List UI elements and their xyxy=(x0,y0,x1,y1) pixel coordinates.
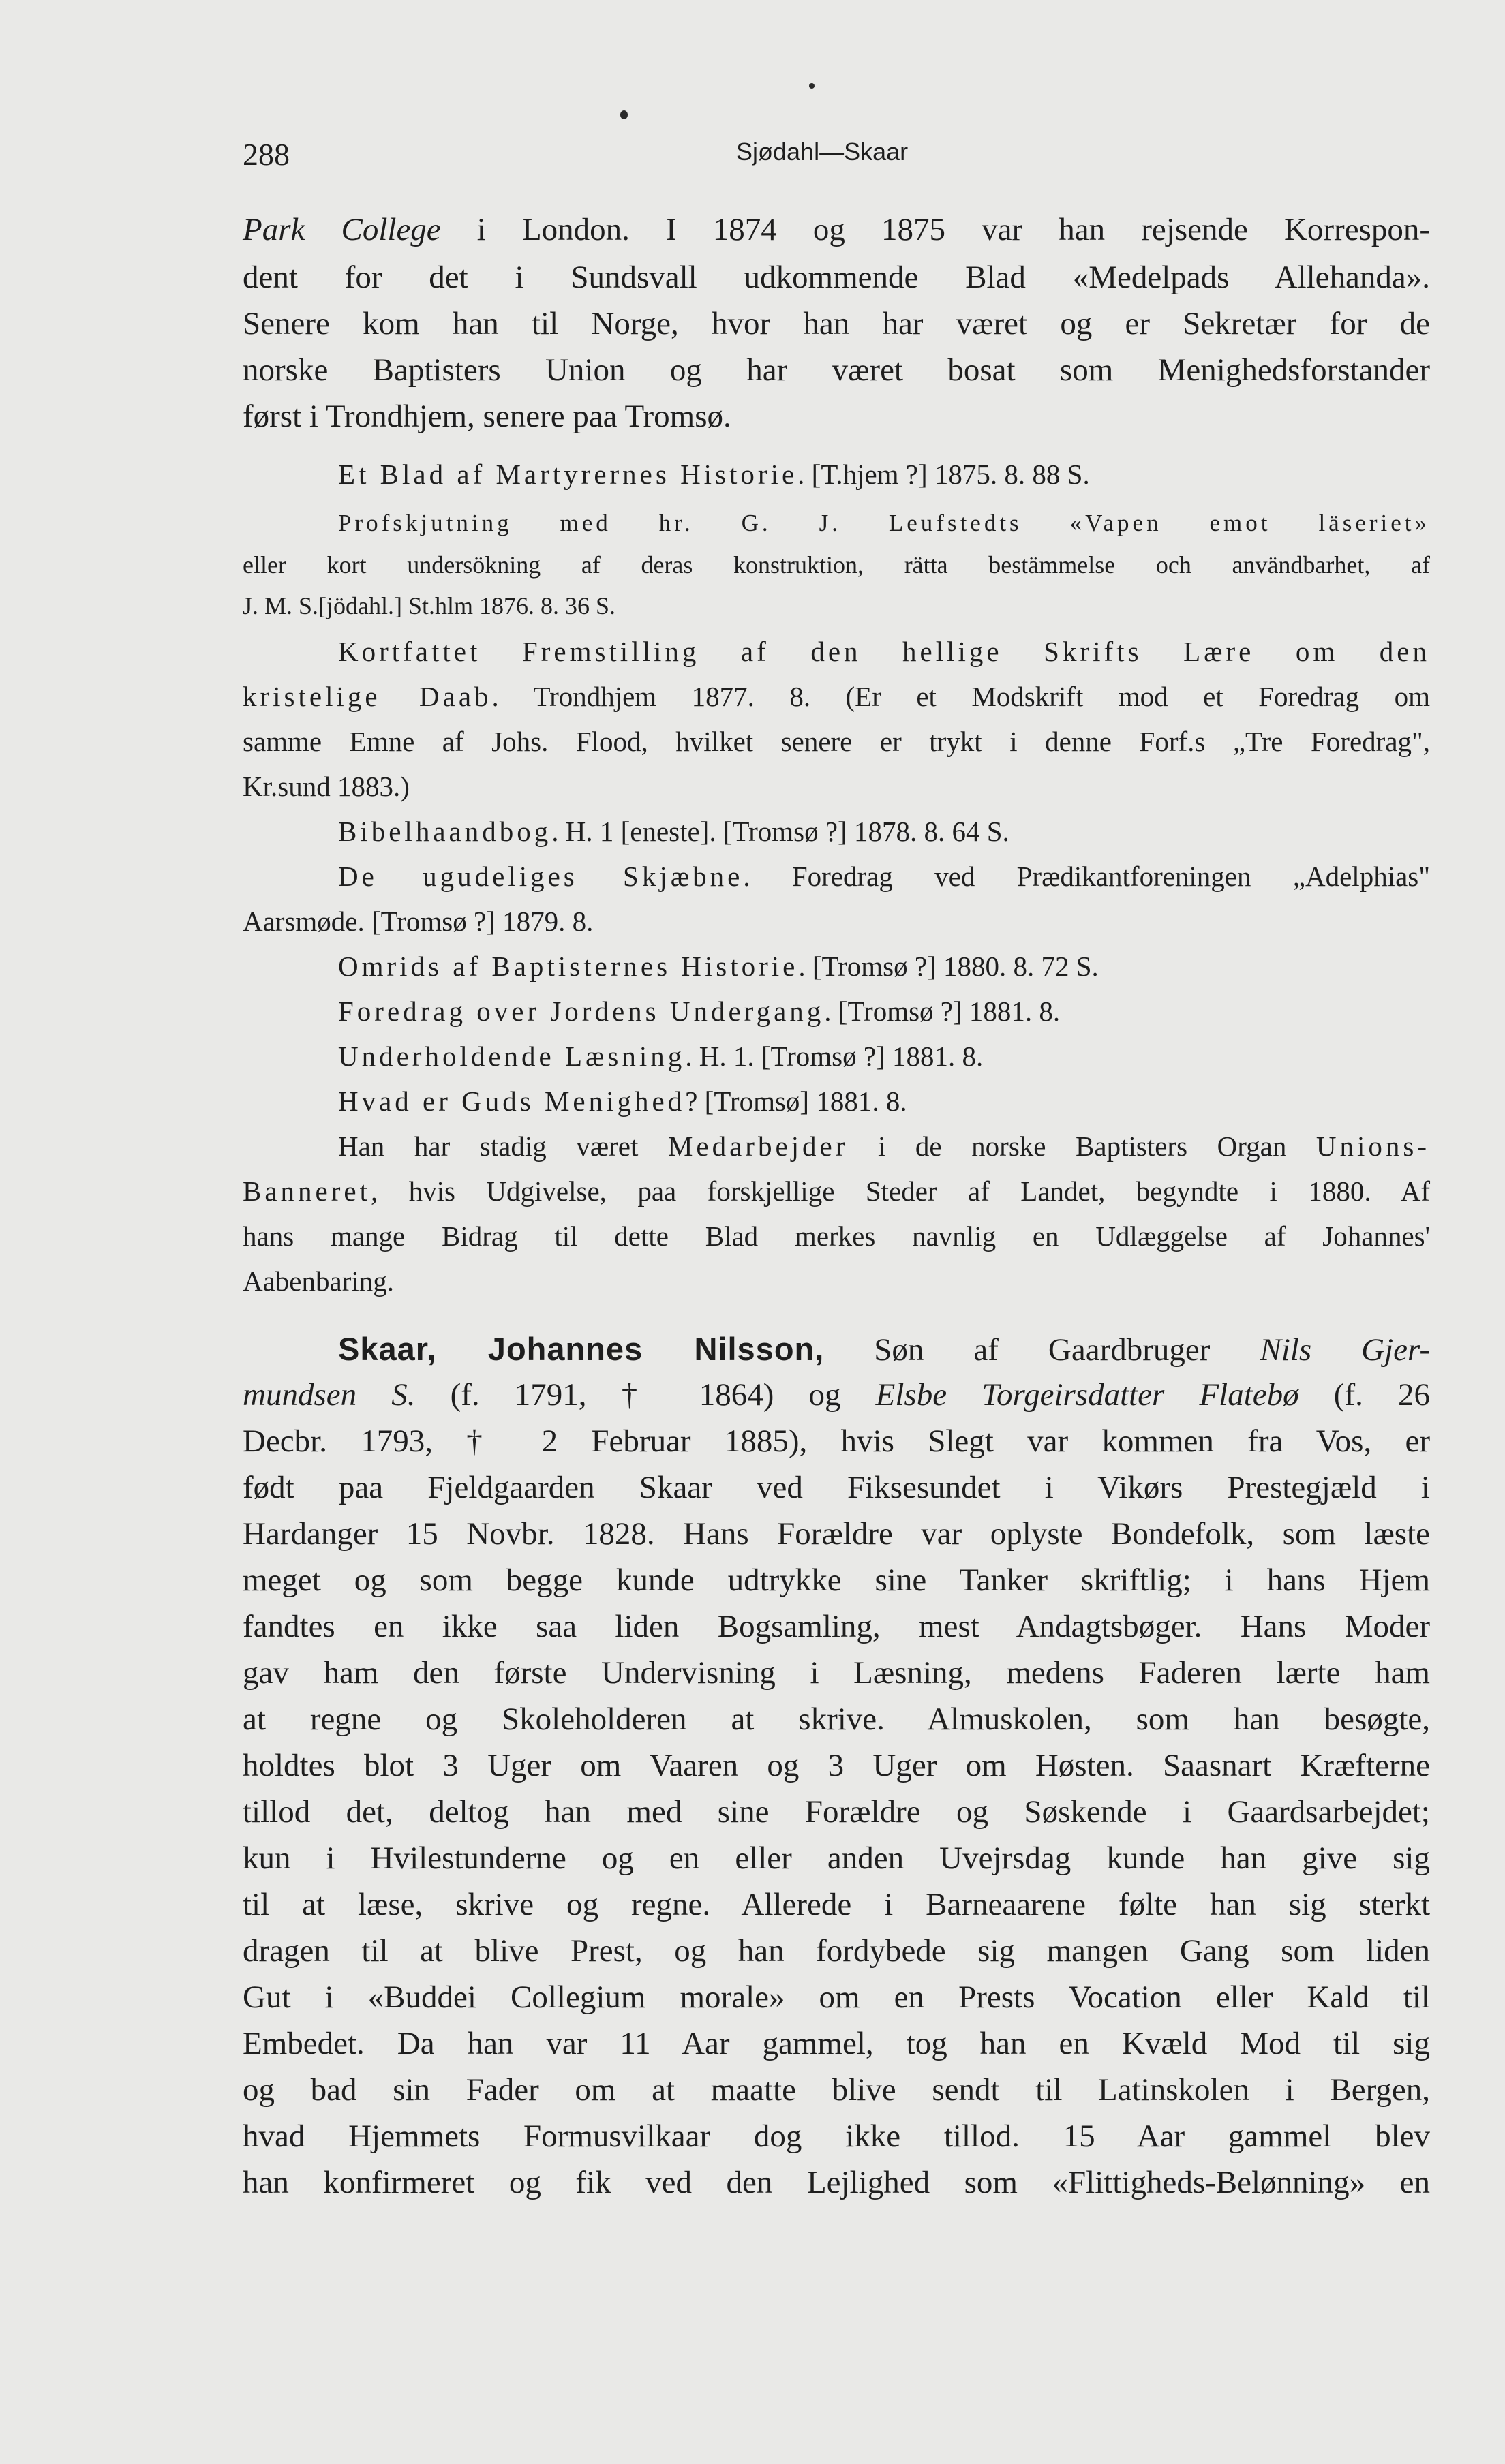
text-line xyxy=(243,1701,1430,1738)
ink-speck xyxy=(620,110,628,119)
text-run: . [T.hjem ?] 1875. 8. 88 S. xyxy=(797,459,1090,490)
text-spaced: Foredrag over Jordens Undergang xyxy=(338,996,825,1027)
text-run: dent for det i Sundsvall udkommende Blad «Medelpads Allehanda». xyxy=(243,260,1430,295)
text-spaced: Hvad er Guds Menighed xyxy=(338,1085,686,1117)
text-run: . [Tromsø ?] 1881. 8. xyxy=(824,996,1061,1027)
text-line xyxy=(243,1220,1430,1252)
text-line xyxy=(338,860,1430,893)
text-line xyxy=(243,551,1430,579)
text-run: Embedet. Da han var 11 Aar gammel, tog han en Kvæld Mod til sig xyxy=(243,2026,1430,2061)
text-run: samme Emne af Johs. Flood, hvilket senere er trykt i denne Forf.s „Tre Foredrag", xyxy=(243,726,1430,757)
text-run: Aarsmøde. [Tromsø ?] 1879. 8. xyxy=(243,906,594,937)
text-line xyxy=(243,1562,1430,1599)
text-spaced: Underholdende Læsning xyxy=(338,1041,686,1072)
text-line xyxy=(243,1469,1430,1506)
text-line xyxy=(243,1886,1430,1923)
text-em: mundsen S. xyxy=(243,1377,416,1413)
text-line xyxy=(243,1423,1430,1460)
text-line xyxy=(243,1840,1430,1877)
text-run: i de norske Baptisters Organ xyxy=(848,1130,1316,1162)
text-line xyxy=(338,1040,1430,1073)
text-line xyxy=(243,211,1430,248)
text-run: han konfirmeret og fik ved den Lejlighed som «Flittigheds-Belønning» en xyxy=(243,2165,1430,2200)
text-line xyxy=(338,510,1430,537)
text-line xyxy=(243,259,1430,296)
text-line xyxy=(243,1979,1430,2016)
text-run: at regne og Skoleholderen at skrive. Almuskolen, som han besøgte, xyxy=(243,1701,1430,1737)
text-run: . H. 1. [Tromsø ?] 1881. 8. xyxy=(685,1041,984,1072)
text-em: Nils Gjer- xyxy=(1260,1332,1430,1368)
text-spaced: Bibelhaandbog xyxy=(338,816,552,847)
text-run: til at læse, skrive og regne. Allerede i Barneaarene følte han sig sterkt xyxy=(243,1887,1430,1922)
text-line xyxy=(338,1130,1430,1162)
text-line xyxy=(243,1515,1430,1552)
text-name: Skaar, Johannes Nilsson, xyxy=(338,1331,825,1367)
text-run: Senere kom han til Norge, hvor han har været og er Sekretær for de xyxy=(243,306,1430,341)
text-line xyxy=(243,1376,1430,1413)
text-run: . Foredrag ved Prædikantforeningen „Adelphias" xyxy=(743,861,1430,892)
text-run: . H. 1 [eneste]. [Tromsø ?] 1878. 8. 64 S. xyxy=(551,816,1009,847)
text-run: (f. 26 xyxy=(1298,1377,1430,1413)
text-line xyxy=(338,635,1430,668)
running-title: Sjødahl—Skaar xyxy=(736,138,909,166)
text-spaced: Banneret xyxy=(243,1175,371,1207)
text-run: i London. I 1874 og 1875 var han rejsende Korrespon- xyxy=(440,212,1430,247)
text-spaced: kristelige Daab xyxy=(243,681,492,712)
text-line xyxy=(243,398,1430,435)
text-run: Søn af Gaardbruger xyxy=(824,1332,1260,1368)
ink-speck xyxy=(809,83,815,89)
text-spaced: Kortfattet Fremstilling af den hellige Skrifts Lære om den xyxy=(338,636,1430,667)
text-run: født paa Fjeldgaarden Skaar ved Fiksesundet i Vikørs Prestegjæld i xyxy=(243,1470,1430,1505)
text-run: Kr.sund 1883.) xyxy=(243,771,410,802)
text-line xyxy=(243,1747,1430,1784)
text-run: Aabenbaring. xyxy=(243,1265,394,1297)
text-run: , hvis Udgivelse, paa forskjellige Steder af Landet, begyndte i 1880. Af xyxy=(370,1175,1430,1207)
text-line xyxy=(243,2025,1430,2062)
text-line xyxy=(243,725,1430,758)
text-run: og bad sin Fader om at maatte blive sendt til Latinskolen i Bergen, xyxy=(243,2072,1430,2108)
text-line xyxy=(243,1175,1430,1207)
text-run: ? [Tromsø] 1881. 8. xyxy=(685,1085,907,1117)
text-line xyxy=(243,1608,1430,1645)
text-line xyxy=(243,1793,1430,1830)
text-line xyxy=(243,352,1430,388)
text-line xyxy=(338,1085,1430,1118)
text-run: Gut i «Buddei Collegium morale» om en Prests Vocation eller Kald til xyxy=(243,1980,1430,2015)
text-run: (f. 1791, † 1864) og xyxy=(415,1377,876,1413)
text-run: . Trondhjem 1877. 8. (Er et Modskrift mod et Foredrag om xyxy=(491,681,1430,712)
text-run: gav ham den første Undervisning i Læsning, medens Faderen lærte ham xyxy=(243,1655,1430,1691)
text-em: Park College xyxy=(243,212,441,247)
text-line xyxy=(243,591,1430,620)
page-number: 288 xyxy=(243,137,290,172)
text-run: fandtes en ikke saa liden Bogsamling, mest Andagtsbøger. Hans Moder xyxy=(243,1609,1430,1644)
text-spaced: De ugudeliges Skjæbne xyxy=(338,861,744,892)
text-run: J. M. S.[jödahl.] St.hlm 1876. 8. 36 S. xyxy=(243,592,616,619)
text-line xyxy=(243,305,1430,342)
text-spaced: Medarbejder xyxy=(667,1130,849,1162)
text-run: dragen til at blive Prest, og han fordybede sig mangen Gang som liden xyxy=(243,1933,1430,1969)
text-line xyxy=(243,2164,1430,2201)
text-spaced: Omrids af Baptisternes Historie xyxy=(338,951,799,982)
text-line xyxy=(338,950,1430,983)
text-line xyxy=(243,770,1430,803)
text-line xyxy=(243,2118,1430,2155)
text-spaced: Profskjutning med hr. G. J. Leufstedts «Vapen emot läseriet» xyxy=(338,510,1430,536)
text-run: . [Tromsø ?] 1880. 8. 72 S. xyxy=(798,951,1099,982)
text-run: Decbr. 1793, † 2 Februar 1885), hvis Slegt var kommen fra Vos, er xyxy=(243,1423,1430,1459)
text-line xyxy=(243,680,1430,713)
text-line xyxy=(243,1654,1430,1691)
text-em: Elsbe Torgeirsdatter Flatebø xyxy=(875,1377,1299,1413)
text-line xyxy=(338,1330,1430,1368)
text-run: hvad Hjemmets Formusvilkaar dog ikke tillod. 15 Aar gammel blev xyxy=(243,2119,1430,2154)
text-run: tillod det, deltog han med sine Forældre og Søskende i Gaardsarbejdet; xyxy=(243,1794,1430,1830)
text-line xyxy=(243,1932,1430,1969)
text-run: Han har stadig været xyxy=(338,1130,668,1162)
text-line xyxy=(338,815,1430,848)
text-line xyxy=(338,995,1430,1028)
text-run: hans mange Bidrag til dette Blad merkes navnlig en Udlæggelse af Johannes' xyxy=(243,1220,1430,1252)
text-line xyxy=(243,2072,1430,2108)
text-run: eller kort undersökning af deras konstruktion, rätta bestämmelse och användbarhet, af xyxy=(243,551,1430,579)
text-run: Hardanger 15 Novbr. 1828. Hans Forældre var oplyste Bondefolk, som læste xyxy=(243,1516,1430,1552)
text-run: først i Trondhjem, senere paa Tromsø. xyxy=(243,399,731,434)
text-line xyxy=(243,905,1430,938)
text-run: kun i Hvilestunderne og en eller anden Uvejrsdag kunde han give sig xyxy=(243,1841,1430,1876)
text-run: holdtes blot 3 Uger om Vaaren og 3 Uger om Høsten. Saasnart Kræfterne xyxy=(243,1748,1430,1783)
text-run: norske Baptisters Union og har været bosat som Menighedsforstander xyxy=(243,352,1430,388)
text-line xyxy=(338,458,1430,491)
text-spaced: Et Blad af Martyrernes Historie xyxy=(338,459,798,490)
text-line xyxy=(243,1265,1430,1297)
text-run: meget og som begge kunde udtrykke sine Tanker skriftlig; i hans Hjem xyxy=(243,1562,1430,1598)
text-spaced: Unions- xyxy=(1316,1130,1430,1162)
